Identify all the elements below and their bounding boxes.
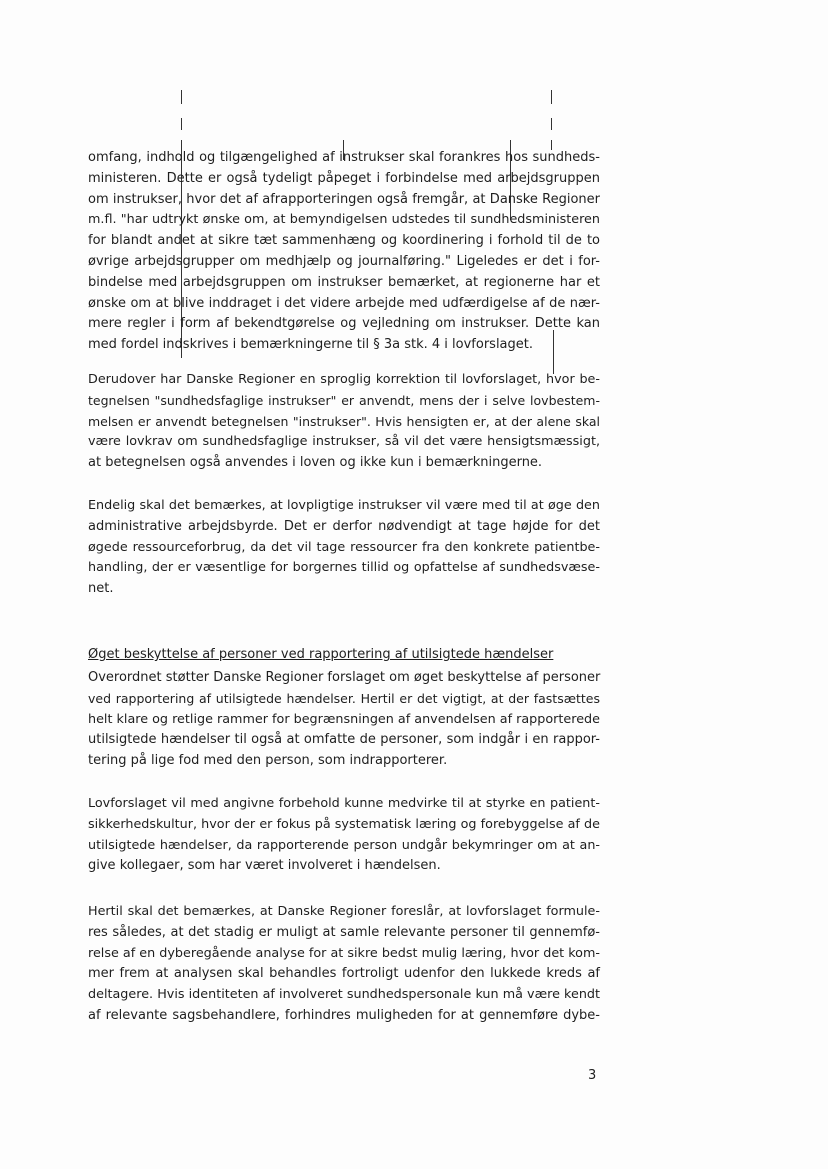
section-heading: Øget beskyttelse af personer ved rapportering af utilsigtede hændelser [88, 647, 554, 662]
text-line: mere regler i form af bekendtgørelse og vejledning om instrukser. Dette kan [88, 316, 600, 332]
text-line: for blandt andet at sikre tæt sammenhæng og koordinering i forhold til de to [88, 233, 600, 249]
text-line: Lovforslaget vil med angivne forbehold kunne medvirke til at styrke en patient- [88, 796, 600, 811]
text-line: tegnelsen "sundhedsfaglige instrukser" er anvendt, mens der i selve lovbestem- [88, 392, 600, 408]
margin-mark-line [551, 90, 552, 104]
text-line: være lovkrav om sundhedsfaglige instrukser, så vil det være hensigtsmæssigt, [88, 434, 600, 450]
page-number: 3 [588, 1068, 597, 1083]
text-line: deltagere. Hvis identiteten af involveret sundhedspersonale kun må være kendt [88, 987, 600, 1003]
text-line: melsen er anvendt betegnelsen "instrukser". Hvis hensigten er, at der alene skal [88, 413, 600, 429]
paragraph-beskyttelse [88, 668, 600, 772]
text-line: tering på lige fod med den person, som indrapporterer. [88, 753, 448, 769]
text-line: ønske om at blive inddraget i det videre arbejde med udfærdigelse af de nær- [88, 295, 600, 311]
text-line: utilsigtede hændelser til også at omfatte de personer, som indgår i en rappor- [88, 732, 600, 748]
text-line: bindelse med arbejdsgruppen om instrukser bemærket, at regionerne har et [88, 274, 600, 290]
text-line: Overordnet støtter Danske Regioner forslaget om øget beskyttelse af personer [88, 670, 601, 685]
paragraph-instrukser-scope [88, 148, 600, 356]
margin-mark-line [551, 118, 552, 130]
text-line: øvrige arbejdsgrupper om medhjælp og journalføring." Ligeledes er det i for- [88, 253, 600, 269]
paragraph-patientsikkerhed [88, 794, 600, 877]
text-line: helt klare og retlige rammer for begrænsningen af anvendelsen af rapporterede [88, 711, 600, 727]
margin-mark-line [181, 118, 182, 130]
text-line: Derudover har Danske Regioner en sproglig korrektion til lovforslaget, hvor be- [88, 372, 600, 387]
text-line: give kollegaer, som har været involveret i hændelsen. [88, 858, 441, 874]
paragraph-forslag-formulering [88, 902, 600, 1027]
text-line: om instrukser, hvor det af afrapporteringen også fremgår, at Danske Regioner [88, 191, 600, 207]
text-line: sikkerhedskultur, hvor der er fokus på systematisk læring og forebyggelse af de [88, 816, 600, 832]
paragraph-sproglig-korrektion [88, 370, 600, 474]
text-line: omfang, indhold og tilgængelighed af instrukser skal forankres hos sundheds- [88, 150, 600, 165]
text-line: utilsigtede hændelser, da rapporterende person undgår bekymringer om at an- [88, 837, 600, 853]
text-line: Endelig skal det bemærkes, at lovpligtige instrukser vil være med til at øge den [88, 498, 600, 513]
text-line: øgede ressourceforbrug, da det vil tage ressourcer fra den konkrete patientbe- [88, 539, 600, 555]
paragraph-arbejdsbyrde [88, 496, 600, 600]
text-line: at betegnelsen også anvendes i loven og ikke kun i bemærkningerne. [88, 455, 543, 471]
text-line: handling, der er væsentlige for borgernes tillid og opfattelse af sundhedsvæse- [88, 560, 600, 576]
text-line: mer frem at analysen skal behandles fortroligt udenfor den lukkede kreds af [88, 966, 600, 982]
text-line: m.fl. "har udtrykt ønske om, at bemyndigelsen udstedes til sundhedsministeren [88, 212, 600, 228]
margin-mark-line [181, 90, 182, 104]
text-line: administrative arbejdsbyrde. Det er derfor nødvendigt at tage højde for det [88, 518, 600, 534]
text-line: ved rapportering af utilsigtede hændelser. Hertil er det vigtigt, at der fastsættes [88, 690, 600, 706]
text-line: ministeren. Dette er også tydeligt påpeget i forbindelse med arbejdsgruppen [88, 170, 600, 186]
text-line: res således, at det stadig er muligt at samle relevante personer til gennemfø- [88, 924, 600, 940]
text-line: med fordel indskrives i bemærkningerne til § 3a stk. 4 i lovforslaget. [88, 337, 533, 353]
text-line: net. [88, 581, 114, 597]
text-line: af relevante sagsbehandlere, forhindres muligheden for at gennemføre dybe- [88, 1007, 600, 1023]
text-line: Hertil skal det bemærkes, at Danske Regioner foreslår, at lovforslaget formule- [88, 904, 600, 919]
text-line: relse af en dyberegående analyse for at sikre bedst mulig læring, hvor det kom- [88, 945, 600, 961]
